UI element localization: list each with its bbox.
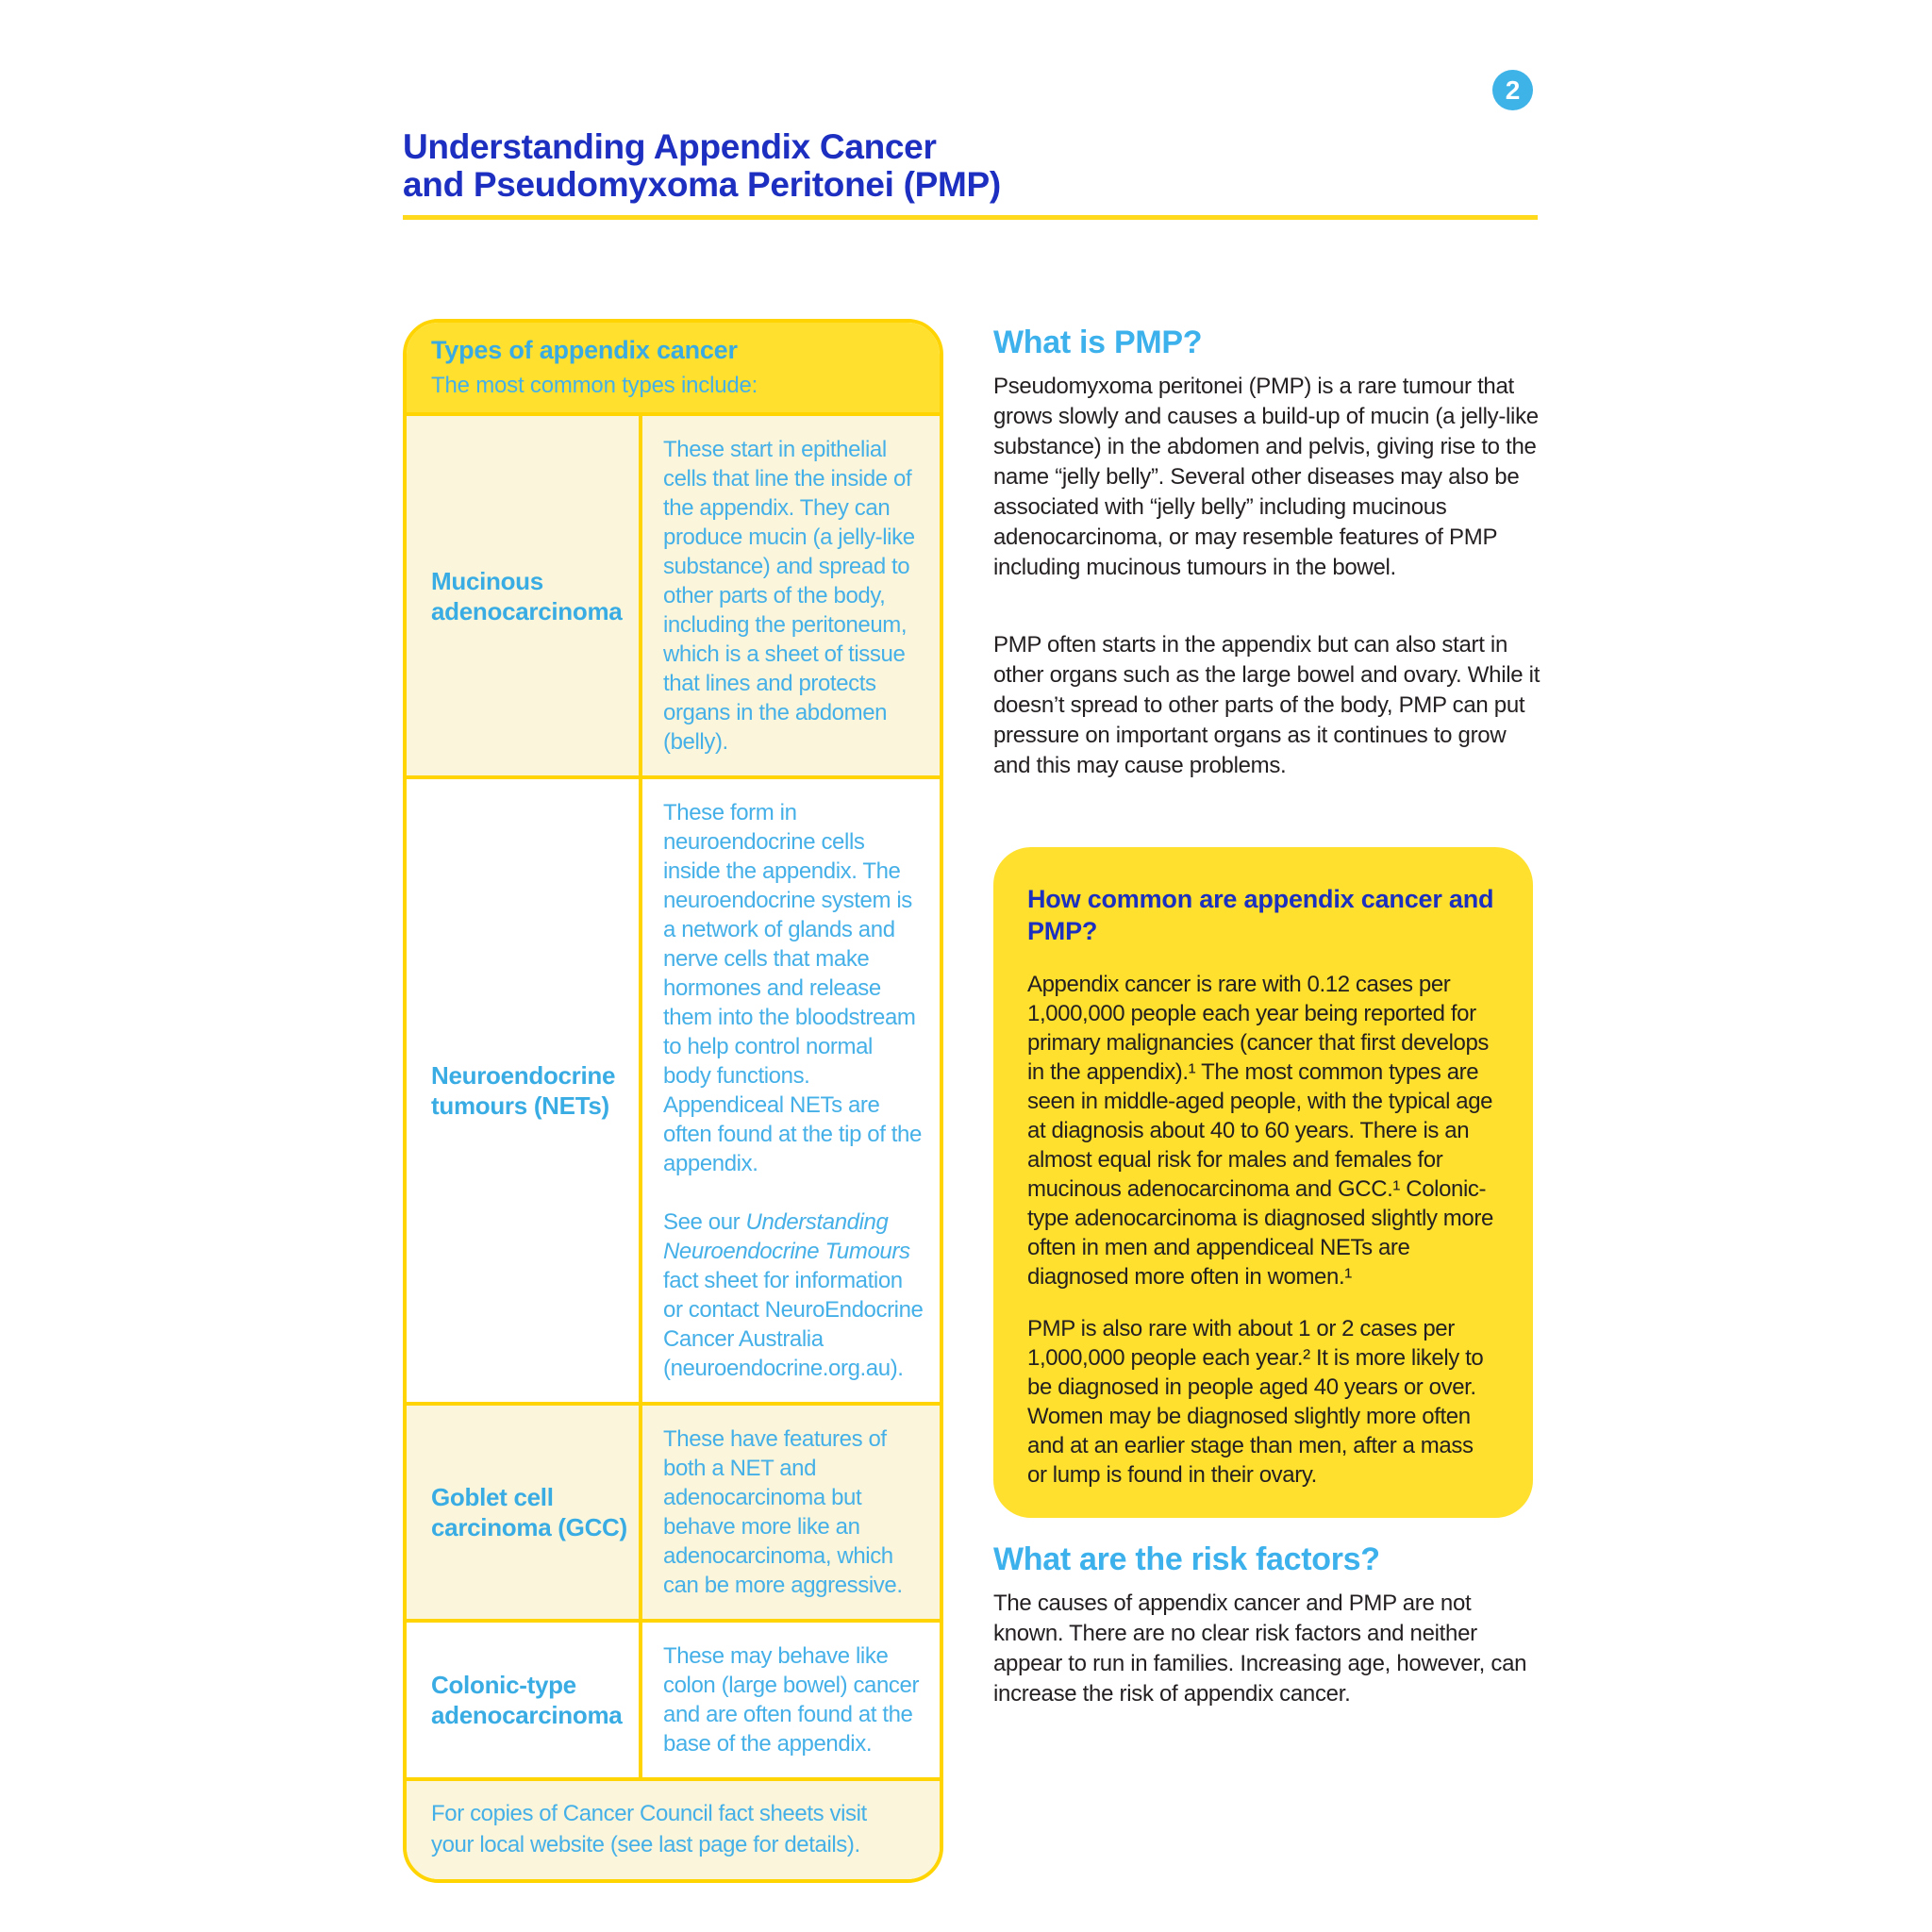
what-is-pmp-paragraph-1: Pseudomyxoma peritonei (PMP) is a rare tumour that grows slowly and causes a build-up of mucin (a jelly-like substance) in the abdomen and pelvis, giving rise to the name “jelly belly”. Several other diseases may also be associated with “jelly belly” including mucinous adenocarcinoma, or may resemble features of PMP including mucinous tumours in the bowel. — [993, 374, 1539, 580]
see-our-text: See our — [663, 1209, 746, 1235]
table-row — [407, 1402, 940, 1619]
table-row — [407, 412, 940, 775]
page-title-line1: Understanding Appendix Cancer — [403, 127, 937, 166]
table-row — [407, 775, 940, 1402]
callout-heading: How common are appendix cancer and PMP? — [1027, 885, 1494, 945]
table-row-label: Neuroendocrine tumours (NETs) — [407, 779, 642, 1402]
page-title — [403, 128, 1544, 204]
table-row-description — [642, 416, 940, 775]
table-footer-note: For copies of Cancer Council fact sheets visit your local website (see last page for details). — [407, 1777, 940, 1879]
description-paragraph: These form in neuroendocrine cells inside the appendix. The neuroendocrine system is a network of glands and nerve cells that make hormones and release them into the bloodstream to help control normal body functions. Appendiceal NETs are often found at the tip of the appendix. — [663, 800, 922, 1176]
page-number-badge — [1492, 70, 1533, 110]
title-divider — [403, 215, 1538, 220]
description-paragraph: These start in epithelial cells that line the inside of the appendix. They can produce mucin (a jelly-like substance) and spread to other parts of the body, including the peritoneum, which is a sheet of tissue that lines and protects organs in the abdomen (belly). — [663, 437, 915, 755]
contact-text: fact sheet for information or contact NeuroEndocrine Cancer Australia (neuroendocrine.org.au). — [663, 1268, 924, 1381]
callout-paragraph-2: PMP is also rare with about 1 or 2 cases per 1,000,000 people each year.² It is more likely to be diagnosed in people aged 40 years or over. Women may be diagnosed slightly more often and at an earlier stage than men, after a mass or lump is found in their ovary. — [1027, 1316, 1484, 1488]
table-row-label: Mucinous adenocarcinoma — [407, 416, 642, 775]
description-paragraph: These have features of both a NET and adenocarcinoma but behave more like an adenocarcinoma, which can be more aggressive. — [663, 1426, 903, 1598]
section-heading-what-is-pmp: What is PMP? — [993, 325, 1203, 360]
table-title: Types of appendix cancer — [431, 336, 738, 364]
table-row-description — [642, 1406, 940, 1619]
what-is-pmp-paragraph-2: PMP often starts in the appendix but can also start in other organs such as the large bowel and ovary. While it doesn’t spread to other parts of the body, PMP can put pressure on important organs as it continues to grow and this may cause problems. — [993, 632, 1541, 778]
page-title-line2: and Pseudomyxoma Peritonei (PMP) — [403, 165, 1001, 204]
fact-sheet-title-text: Understanding Neuroendocrine Tumours — [663, 1209, 910, 1264]
callout-paragraph-1: Appendix cancer is rare with 0.12 cases per 1,000,000 people each year being reported for primary malignancies (cancer that first develops in the appendix).¹ The most common types are seen in middle-aged people, with the typical age at diagnosis about 40 to 60 years. There is an almost equal risk for males and females for mucinous adenocarcinoma and GCC.¹ Colonic-type adenocarcinoma is diagnosed slightly more often in men and appendiceal NETs are diagnosed more often in women.¹ — [1027, 972, 1493, 1290]
table-row — [407, 1619, 940, 1777]
types-of-appendix-cancer-table — [403, 319, 943, 1883]
page-number: 2 — [1505, 75, 1521, 105]
section-heading-risk-factors: What are the risk factors? — [993, 1541, 1380, 1577]
risk-factors-paragraph: The causes of appendix cancer and PMP are not known. There are no clear risk factors and neither appear to run in families. Increasing age, however, can increase the risk of appendix cancer. — [993, 1591, 1527, 1707]
description-paragraph — [663, 1208, 924, 1383]
table-header — [407, 323, 940, 412]
table-row-description — [642, 1623, 940, 1777]
table-row-description — [642, 779, 940, 1402]
how-common-callout-box — [993, 847, 1533, 1518]
table-row-label: Goblet cell carcinoma (GCC) — [407, 1406, 642, 1619]
description-paragraph: These may behave like colon (large bowel) cancer and are often found at the base of the appendix. — [663, 1643, 920, 1757]
table-subtitle: The most common types include: — [431, 373, 758, 398]
table-row-label: Colonic-type adenocarcinoma — [407, 1623, 642, 1777]
